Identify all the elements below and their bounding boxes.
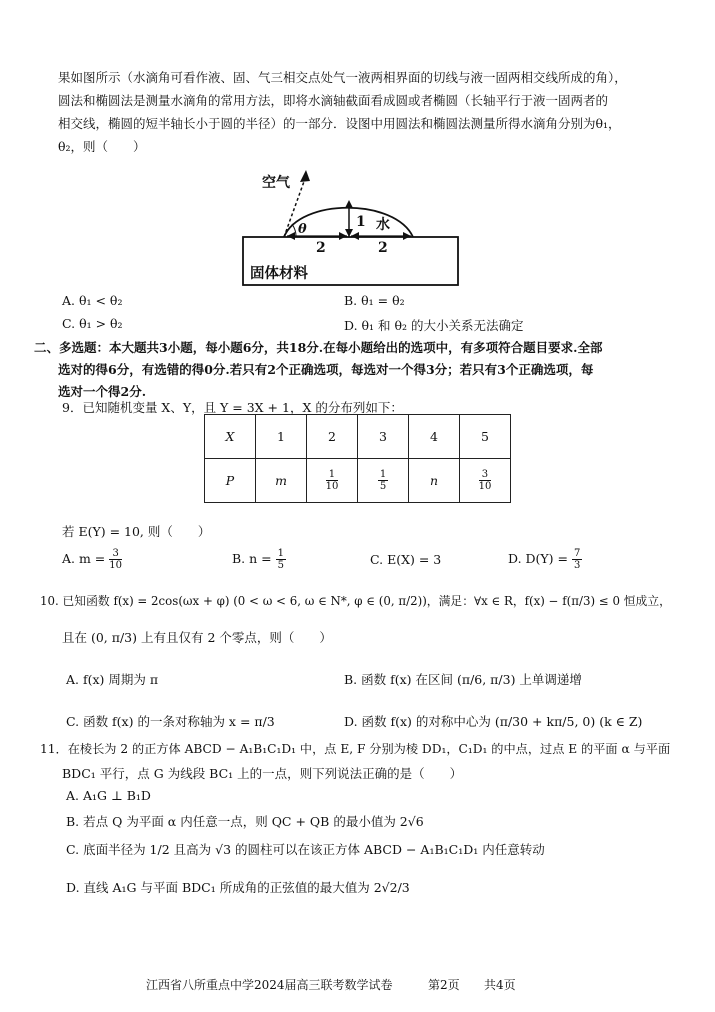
q9-condition: 若 E(Y) = 10, 则（ ） xyxy=(62,524,211,539)
q10-option-d: D. 函数 f(x) 的对称中心为 (π/30 + kπ/5, 0) (k ∈ Z) xyxy=(344,714,643,729)
air-label: 空气 xyxy=(262,175,290,191)
solid-material-label: 固体材料 xyxy=(250,265,308,282)
table-row-x xyxy=(205,415,511,459)
q8-option-c: C. θ₁ > θ₂ xyxy=(62,316,123,331)
table-cell: $\frac{1}{5}$ xyxy=(358,459,409,503)
q10-option-b: B. 函数 f(x) 在区间 (π/6, π/3) 上单调递增 xyxy=(344,672,582,687)
q9-stem: 9．已知随机变量 X、Y，且 Y = 3X + 1，X 的分布列如下： xyxy=(62,400,403,415)
q8-stem-line3: 相交线，椭圆的短半轴长小于圆的半径）的一部分．设图中用圆法和椭圆法测量所得水滴角分别为θ₁， xyxy=(58,116,621,131)
table-cell: 3 xyxy=(358,415,409,459)
q10-option-a: A. f(x) 周期为 π xyxy=(66,672,159,687)
q10-option-c: C. 函数 f(x) 的一条对称轴为 x = π/3 xyxy=(66,714,275,729)
q9-option-a: A. m = $\frac{3}{10}$ xyxy=(62,548,122,571)
table-cell: $\frac{1}{10}$ xyxy=(307,459,358,503)
table-row-p xyxy=(205,459,511,503)
q11-stem-line2: BDC₁ 平行，点 G 为线段 BC₁ 上的一点，则下列说法正确的是（ ） xyxy=(62,766,463,781)
section2-line2: 选对的得6分，有选错的得0分.若只有2个正确选项，每选对一个得3分；若只有3个正确选项，每 xyxy=(58,362,594,377)
section2-line1: 二、多选题：本大题共3小题，每小题6分，共18分.在每小题给出的选项中，有多项符合题目要求.全部 xyxy=(34,340,603,355)
q10-stem-line1: 10. 已知函数 f(x) = 2cos(ωx + φ) (0 < ω < 6, ω ∈ N*, φ ∈ (0, π/2))，满足：∀x ∈ R，f(x) − f(π/3) ≤ 0 恒成立， xyxy=(40,594,671,608)
table-cell: $\frac{3}{10}$ xyxy=(460,459,511,503)
table-cell: 1 xyxy=(256,415,307,459)
section2-line3: 选对一个得2分. xyxy=(58,384,147,399)
table-cell: P xyxy=(205,459,256,503)
q9-option-b: B. n = $\frac{1}{5}$ xyxy=(232,548,284,571)
q11-option-b: B. 若点 Q 为平面 α 内任意一点，则 QC + QB 的最小值为 2√6 xyxy=(66,814,424,829)
q9-option-c: C. E(X) = 3 xyxy=(370,552,442,567)
q11-option-c: C. 底面半径为 1/2 且高为 √3 的圆柱可以在该正方体 ABCD − A₁B₁C₁D₁ 内任意转动 xyxy=(66,842,545,857)
table-cell: 4 xyxy=(409,415,460,459)
q8-stem-line1: 果如图所示（水滴角可看作液、固、气三相交点处气一液两相界面的切线与液一固两相交线所成的角）， xyxy=(58,70,627,85)
q10-stem-line2: 且在 (0, π/3) 上有且仅有 2 个零点，则（ ） xyxy=(62,630,332,645)
table-cell: X xyxy=(205,415,256,459)
footer-total: 共4页 xyxy=(484,978,516,992)
left-length-label: 2 xyxy=(316,240,326,256)
q8-option-d: D. θ₁ 和 θ₂ 的大小关系无法确定 xyxy=(344,318,524,333)
water-label: 水 xyxy=(376,217,390,233)
q11-option-a: A. A₁G ⊥ B₁D xyxy=(66,788,151,803)
theta-label: θ xyxy=(298,222,307,237)
distribution-table xyxy=(204,414,511,503)
q8-option-b: B. θ₁ = θ₂ xyxy=(344,293,405,308)
height-label: 1 xyxy=(356,214,366,230)
q8-option-a: A. θ₁ < θ₂ xyxy=(62,293,123,308)
tangent-arrowhead xyxy=(300,170,310,182)
footer-title: 江西省八所重点中学2024届高三联考数学试卷 xyxy=(146,978,393,992)
q8-stem-line4: θ₂，则（ ） xyxy=(58,139,146,154)
table-cell: m xyxy=(256,459,307,503)
q11-stem-line1: 11．在棱长为 2 的正方体 ABCD − A₁B₁C₁D₁ 中，点 E, F 分别为棱 DD₁，C₁D₁ 的中点，过点 E 的平面 α 与平面 xyxy=(40,742,671,756)
table-cell: n xyxy=(409,459,460,503)
footer-page: 第2页 xyxy=(428,978,460,992)
q11-option-d: D. 直线 A₁G 与平面 BDC₁ 所成角的正弦值的最大值为 2√2/3 xyxy=(66,880,410,895)
water-droplet-figure xyxy=(0,160,715,300)
q8-stem-line2: 圆法和椭圆法是测量水滴角的常用方法，即将水滴轴截面看成圆或者椭圆（长轴平行于液一固两者的 xyxy=(58,93,609,108)
table-cell: 2 xyxy=(307,415,358,459)
right-length-label: 2 xyxy=(378,240,388,256)
q9-option-d: D. D(Y) = $\frac{7}{3}$ xyxy=(508,548,581,571)
table-cell: 5 xyxy=(460,415,511,459)
